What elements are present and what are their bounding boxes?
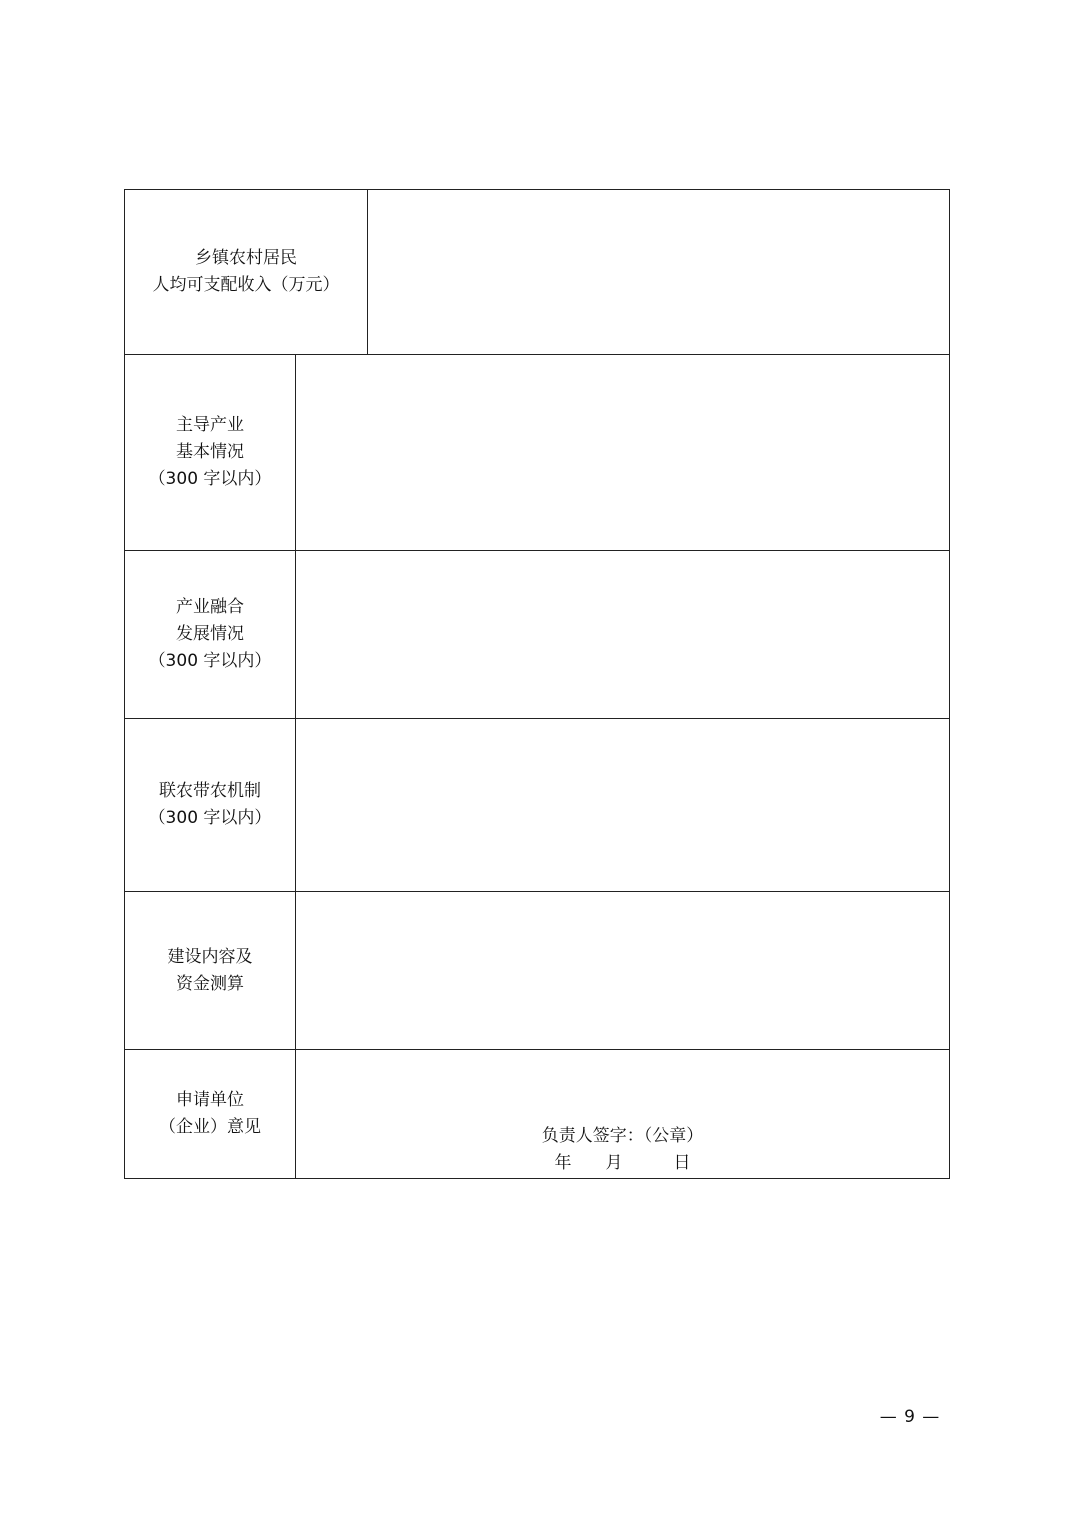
label-applicant-opinion-line-2: （企业）意见 [159,1117,261,1137]
signature-line: 负责人签字：（公章） [541,1126,704,1146]
label-income [125,190,368,354]
label-industry-integration-line-3: （300 字以内） [148,651,272,671]
label-leading-industry-line-2: 基本情况 [176,442,244,462]
field-leading-industry[interactable] [296,355,949,550]
label-farmer-linkage-line-2: （300 字以内） [148,808,272,828]
label-leading-industry-line-3: （300 字以内） [148,469,272,489]
table-row-industry-integration [125,550,949,718]
label-construction-funding-line-2: 资金测算 [176,973,244,994]
label-construction-funding [125,892,296,1049]
table-row-construction-funding [125,891,949,1049]
label-farmer-linkage [125,719,296,891]
label-industry-integration-line-1: 产业融合 [176,597,244,617]
table-row-applicant-opinion [125,1049,949,1178]
label-industry-integration [125,551,296,718]
signature-date-line: 年 月 日 [554,1153,691,1173]
label-leading-industry [125,355,296,550]
table-row-income [125,190,949,354]
field-construction-funding[interactable] [296,892,949,1049]
label-income-line-1: 乡镇农村居民 [195,248,297,268]
table-row-farmer-linkage [125,718,949,891]
label-construction-funding-line-1: 建设内容及 [167,946,253,967]
label-leading-industry-line-1: 主导产业 [176,415,244,435]
application-form-table [124,189,950,1179]
label-applicant-opinion-line-1: 申请单位 [176,1090,244,1110]
field-income[interactable] [368,190,949,354]
label-farmer-linkage-line-1: 联农带农机制 [159,781,261,801]
field-farmer-linkage[interactable] [296,719,949,891]
label-industry-integration-line-2: 发展情况 [176,624,244,644]
field-applicant-opinion[interactable] [296,1050,949,1178]
label-income-line-2: 人均可支配收入（万元） [152,275,340,295]
field-industry-integration[interactable] [296,551,949,718]
label-applicant-opinion [125,1050,296,1178]
page-number: — 9 — [879,1407,941,1427]
table-row-leading-industry [125,354,949,550]
